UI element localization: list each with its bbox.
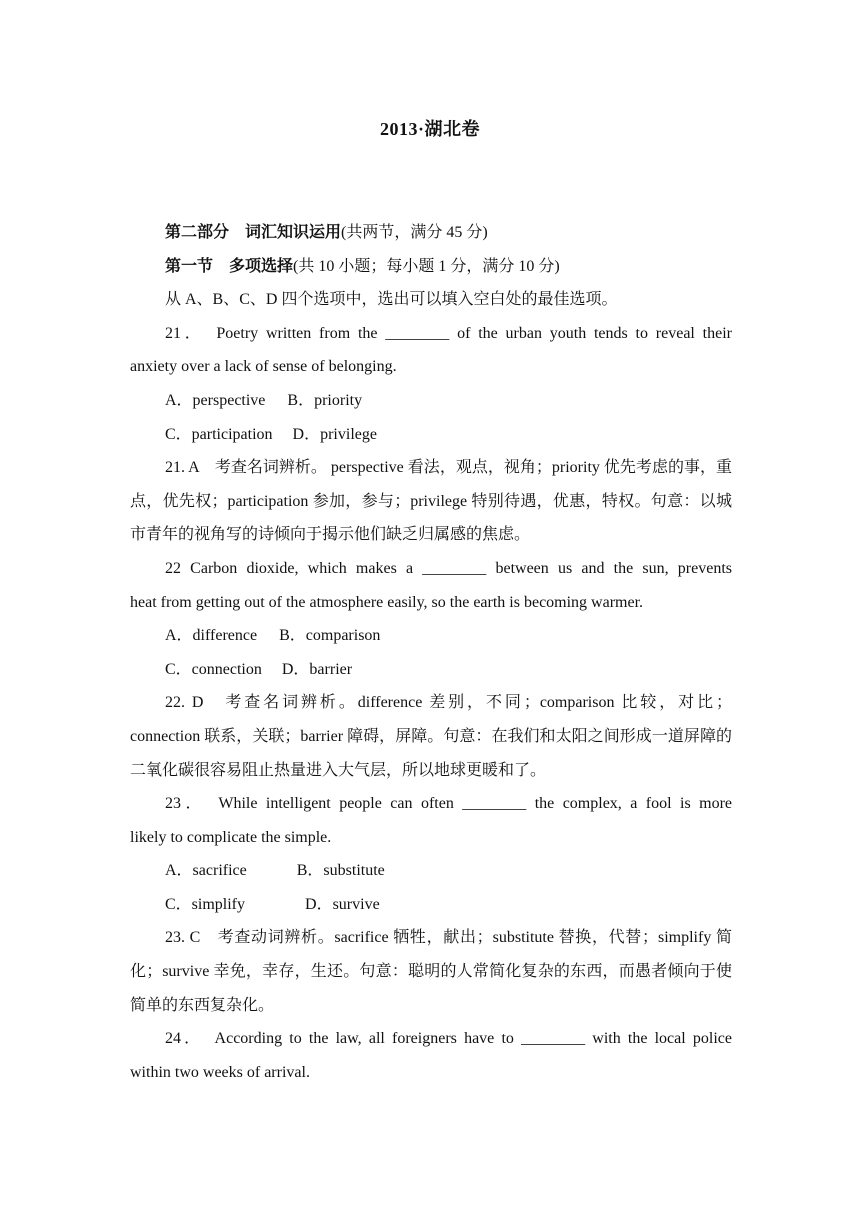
document-body [130,216,732,1089]
option-c: C．connection [165,660,262,678]
option-d: D．survive [305,895,380,913]
part-heading-bold: 第二部分 词汇知识运用 [165,224,342,241]
option-b: B．substitute [296,862,385,880]
answer-22: 22. D 考查名词辨析。difference 差别，不同；comparison 比较，对比；connection 联系，关联；barrier 障碍，屏障。句意：在我们和太阳之间形成一道屏障的二氧化碳很容易阻止热量进入大气层，所以地球更暖和了。 [130,694,732,779]
question-21-options-row2 [130,418,732,452]
question-21-stem-line1: 21． Poetry written from the ________ of the urban youth tends to reveal their [165,324,732,342]
question-21-options-row1 [130,384,732,418]
answer-21: 21. A 考查名词辨析。 perspective 看法，观点，视角；priority 优先考虑的事，重点，优先权；participation 参加，参与；privilege 特别待遇，优惠，特权。句意：以城市青年的视角写的诗倾向于揭示他们缺乏归属感的焦虑。 [130,459,732,544]
question-24-stem-line1: 24． According to the law, all foreigners have to ________ with the local police [165,1030,732,1048]
option-d: D．privilege [292,425,377,443]
option-b: B．comparison [279,627,381,645]
question-21-stem-line2: anxiety over a lack of sense of belonging. [130,358,397,376]
part-heading-rest: (共两节，满分 45 分) [341,224,488,241]
question-22-options-row2 [130,653,732,687]
question-23-stem-line2: likely to complicate the simple. [130,828,332,846]
question-24-stem-line2: within two weeks of arrival. [130,1063,310,1081]
question-23-options-row1 [130,854,732,888]
answer-23: 23. C 考查动词辨析。sacrifice 牺牲，献出；substitute 替换，代替；simplify 简化；survive 幸免，幸存，生还。句意：聪明的人常简化复杂的东西，而愚者倾向于使简单的东西复杂化。 [130,929,732,1014]
option-d: D．barrier [281,660,353,678]
section-heading-rest: (共 10 小题；每小题 1 分，满分 10 分) [293,257,560,275]
section-heading [130,250,732,284]
question-22-options-row1 [130,619,732,653]
option-a: A．sacrifice [165,862,247,880]
question-22-stem-line1: 22 Carbon dioxide, which makes a ________ between us and the sun, prevents [165,559,732,577]
option-a: A．perspective [165,391,266,409]
section-heading-bold: 第一节 多项选择 [165,257,294,275]
option-b: B．priority [287,391,363,409]
page-title: 2013·湖北卷 [379,119,480,139]
option-c: C．simplify [165,895,246,913]
option-c: C．participation [165,425,273,443]
question-23-options-row2 [130,888,732,922]
question-23-stem-line1: 23． While intelligent people can often ________ the complex, a fool is more [165,795,732,813]
question-22-stem-line2: heat from getting out of the atmosphere easily, so the earth is becoming warmer. [130,593,644,611]
instruction: 从 A、B、C、D 四个选项中，选出可以填入空白处的最佳选项。 [165,291,618,309]
part-heading [130,216,732,250]
option-a: A．difference [165,627,258,645]
